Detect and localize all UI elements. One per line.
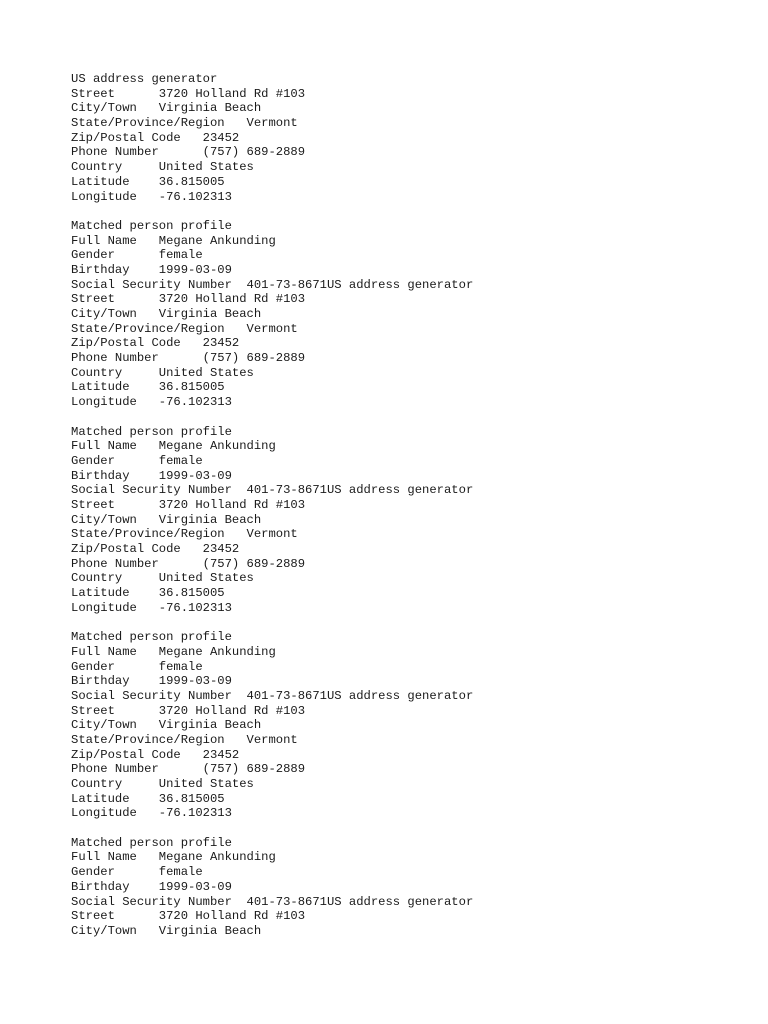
text-line: Phone Number (757) 689-2889 [71, 762, 306, 777]
text-line: Gender female [71, 453, 203, 468]
text-line: City/Town Virginia Beach [71, 718, 262, 733]
text-line: City/Town Virginia Beach [71, 307, 262, 321]
text-line: Matched person profile [71, 630, 232, 645]
text-line: Longitude -76.102313 [71, 189, 232, 204]
text-line: Full Name Megane Ankunding [71, 233, 276, 248]
text-line: Country United States [71, 571, 254, 586]
text-line: Latitude 36.815005 [71, 791, 225, 806]
text-line: Full Name Megane Ankunding [71, 850, 276, 865]
text-line: Full Name Megane Ankunding [71, 439, 276, 454]
text-line: Street 3720 Holland Rd #103 [71, 292, 306, 307]
text-line: Phone Number (757) 689-2889 [71, 145, 306, 160]
text-line: Birthday 1999-03-09 [71, 262, 232, 277]
text-line: State/Province/Region Vermont [71, 116, 298, 131]
text-line: Country United States [71, 365, 254, 380]
text-line: City/Town Virginia Beach [71, 101, 262, 116]
blank-line [71, 204, 751, 219]
text-line: State/Province/Region Vermont [71, 527, 298, 542]
blank-line [71, 615, 751, 630]
text-line: Zip/Postal Code 23452 [71, 336, 240, 351]
text-line: Zip/Postal Code 23452 [71, 130, 240, 145]
text-line: Latitude 36.815005 [71, 380, 225, 395]
text-line: Longitude -76.102313 [71, 600, 232, 615]
blank-line [71, 410, 751, 425]
text-line: Matched person profile [71, 424, 232, 439]
text-line: Street 3720 Holland Rd #103 [71, 703, 306, 718]
text-line: Latitude 36.815005 [71, 586, 225, 601]
text-line: Matched person profile [71, 835, 232, 850]
text-line: Phone Number (757) 689-2889 [71, 556, 306, 571]
text-line: Street 3720 Holland Rd #103 [71, 86, 306, 101]
text-line: Longitude -76.102313 [71, 806, 232, 821]
text-line: Matched person profile [71, 218, 232, 233]
text-line: Longitude -76.102313 [71, 395, 232, 410]
text-line: Phone Number (757) 689-2889 [71, 351, 306, 366]
document-body [71, 72, 751, 939]
text-line: Full Name Megane Ankunding [71, 644, 276, 659]
text-line: Street 3720 Holland Rd #103 [71, 497, 306, 512]
text-line: US address generator [71, 72, 218, 86]
text-line: Gender female [71, 248, 203, 263]
text-line: Gender female [71, 865, 203, 880]
text-line: Social Security Number 401-73-8671US address generator [71, 688, 474, 703]
text-line: Latitude 36.815005 [71, 174, 225, 189]
text-line: Gender female [71, 659, 203, 674]
text-line: Zip/Postal Code 23452 [71, 747, 240, 762]
text-line: Birthday 1999-03-09 [71, 468, 232, 483]
text-line: City/Town Virginia Beach [71, 923, 262, 938]
text-line: Country United States [71, 160, 254, 175]
blank-line [71, 821, 751, 836]
text-line: Social Security Number 401-73-8671US address generator [71, 894, 474, 909]
text-line: Country United States [71, 777, 254, 791]
text-line: Birthday 1999-03-09 [71, 674, 232, 689]
text-line: State/Province/Region Vermont [71, 321, 298, 336]
text-line: Birthday 1999-03-09 [71, 879, 232, 894]
text-line: Social Security Number 401-73-8671US address generator [71, 277, 474, 292]
text-line: State/Province/Region Vermont [71, 732, 298, 747]
text-line: Zip/Postal Code 23452 [71, 542, 240, 556]
text-line: City/Town Virginia Beach [71, 512, 262, 527]
text-line: Social Security Number 401-73-8671US address generator [71, 483, 474, 498]
text-line: Street 3720 Holland Rd #103 [71, 909, 306, 924]
